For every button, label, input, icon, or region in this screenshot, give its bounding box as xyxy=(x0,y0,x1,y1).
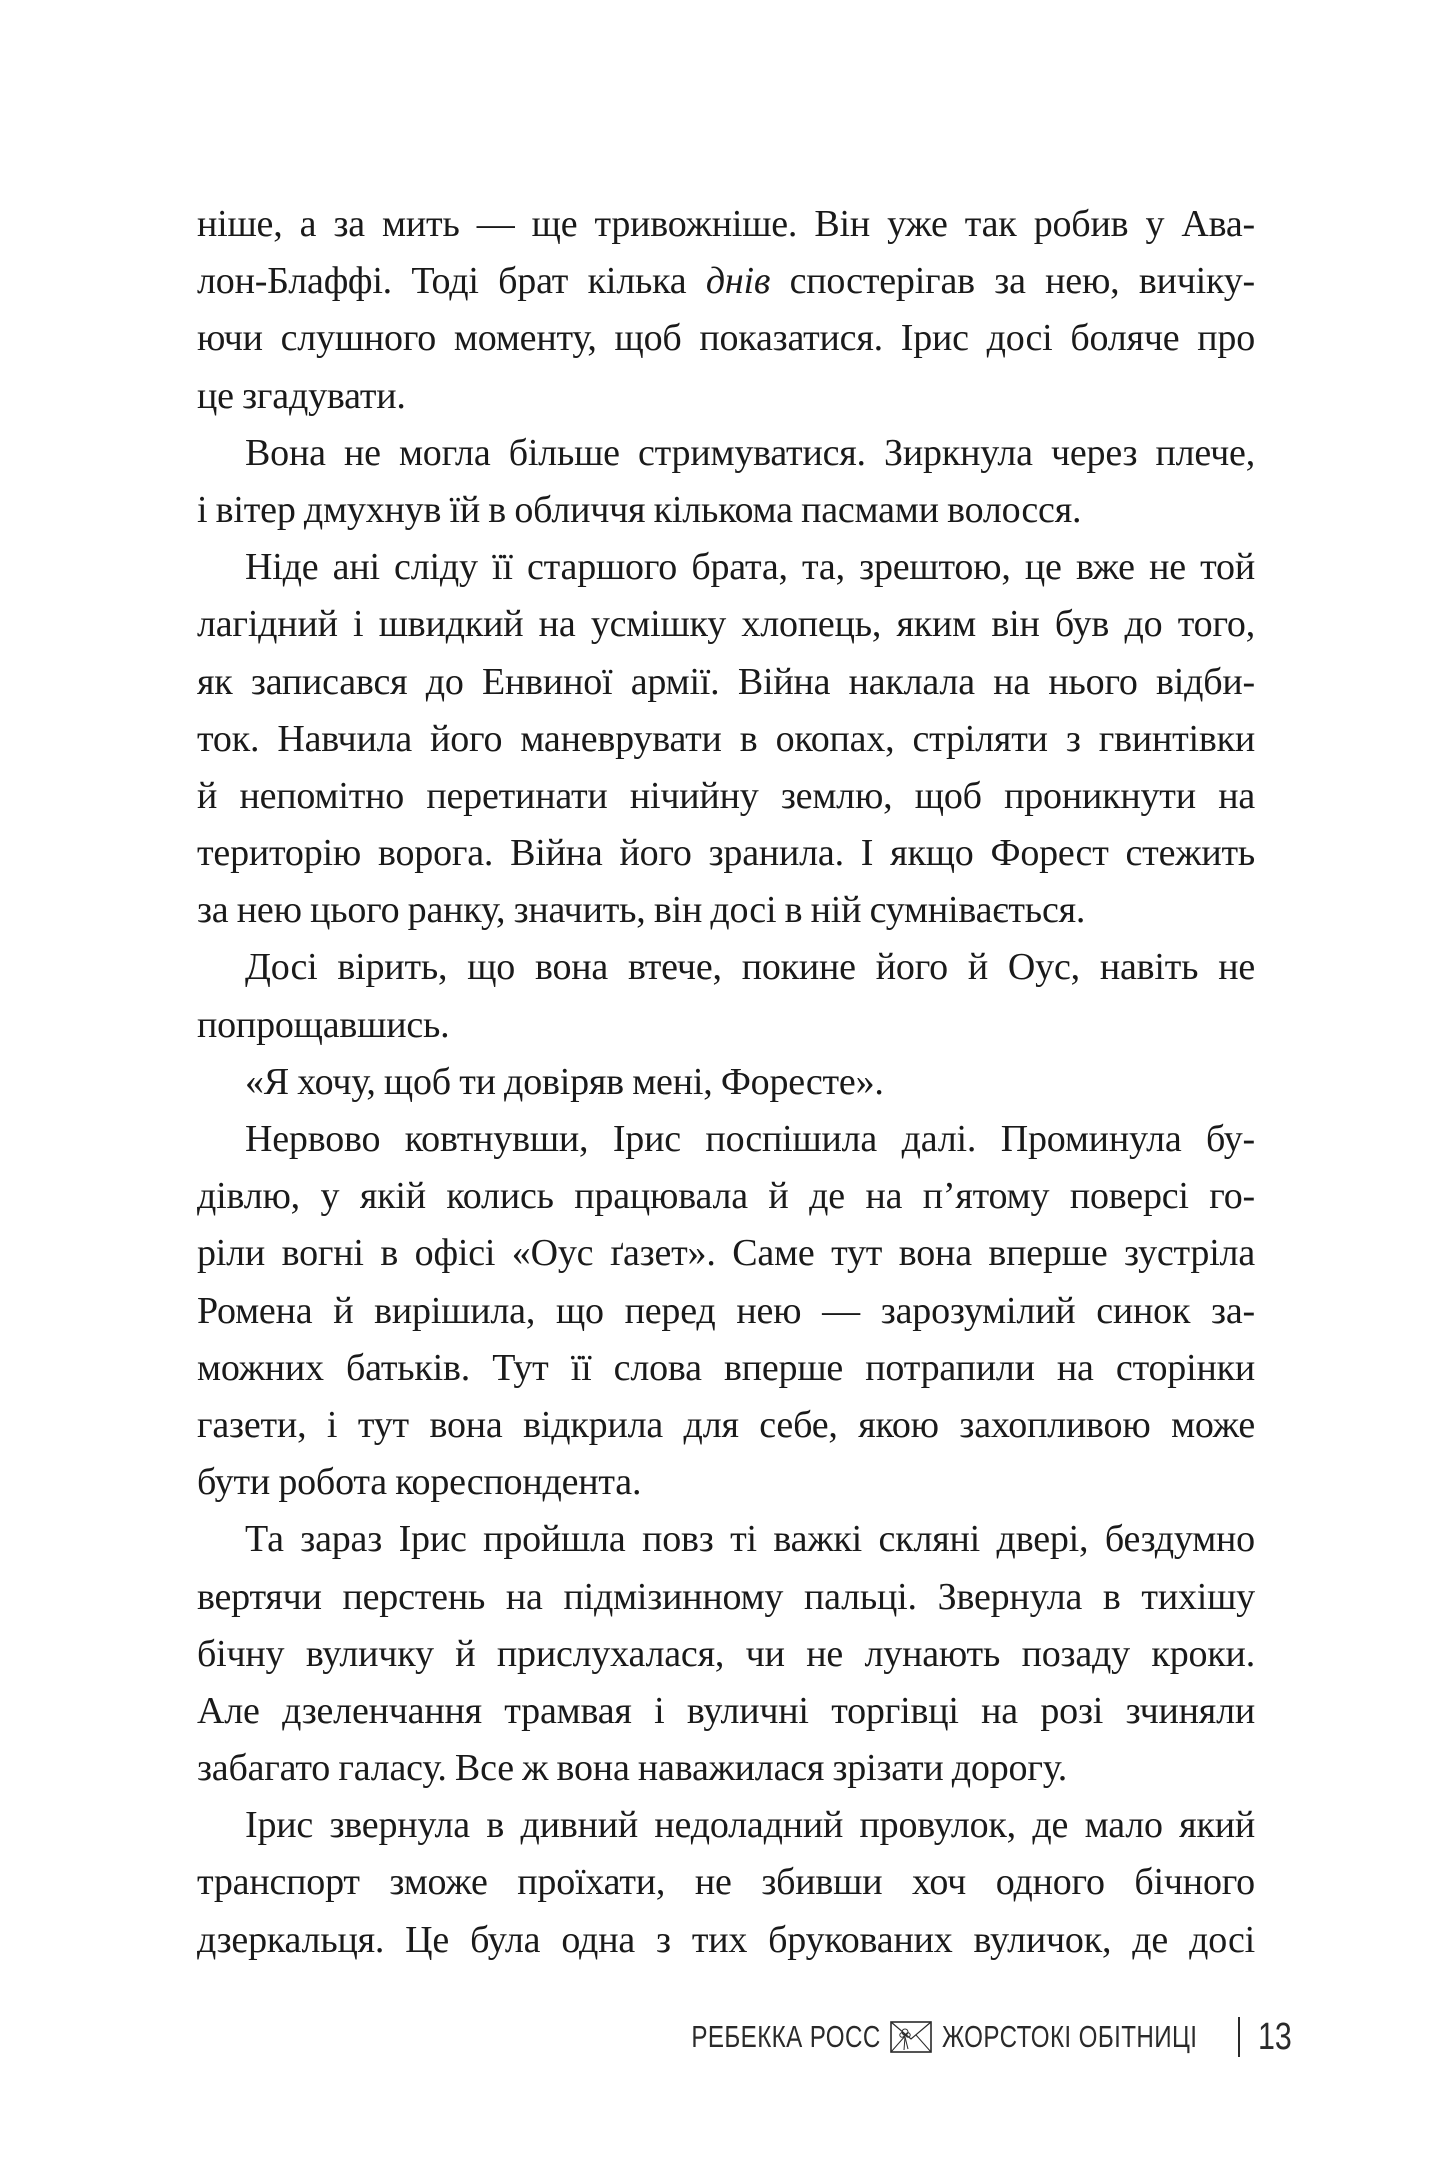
text-line: Нервово ковтнувши, Ірис поспішила далі. Проминула бу- xyxy=(245,1118,1255,1160)
running-title: ЖОРСТОКІ ОБІТНИЦІ xyxy=(942,2019,1198,2054)
text-line: можних батьків. Тут її слова вперше потрапили на сторінки xyxy=(197,1346,1255,1389)
text-line: газети, і тут вона відкрила для себе, якою захопливою може xyxy=(197,1403,1255,1446)
text-line: за нею цього ранку, значить, він досі в ній сумнівається. xyxy=(197,889,1086,932)
text-line: і вітер дмухнув їй в обличчя кількома пасмами волосся. xyxy=(197,488,1082,531)
text-line: Та зараз Ірис пройшла повз ті важкі скляні двері, бездумно xyxy=(245,1518,1255,1561)
text-line: «Я хочу, щоб ти довіряв мені, Форесте». xyxy=(245,1060,884,1103)
text-line: Але дзеленчання трамвая і вуличні торгівці на розі зчиняли xyxy=(197,1689,1255,1732)
text-line: Вона не могла більше стримуватися. Зиркнула через плече, xyxy=(245,431,1255,474)
text-line: це згадувати. xyxy=(197,374,406,417)
footer-divider xyxy=(1238,2017,1240,2057)
page-number: 13 xyxy=(1257,2015,1292,2058)
text-line: ток. Навчила його маневрувати в окопах, стріляти з гвинтівки xyxy=(197,717,1255,760)
text-line: й непомітно перетинати нічийну землю, щоб проникнути на xyxy=(197,774,1255,817)
text-line: Ромена й вирішила, що перед нею — зарозумілий синок за- xyxy=(197,1289,1255,1332)
text-line: ючи слушного моменту, щоб показатися. Ірис досі боляче про xyxy=(197,317,1255,360)
text-line: дзеркальця. Це була одна з тих брукованих вуличок, де досі xyxy=(197,1918,1255,1961)
text-line: ніше, а за мить — ще тривожніше. Він уже так робив у Ава- xyxy=(197,203,1255,245)
italic-emphasis: днів xyxy=(705,260,771,303)
text-line: транспорт зможе проїхати, не збивши хоч одного бічного xyxy=(197,1861,1255,1904)
text-line: Ірис звернула в дивний недоладний провулок, де мало який xyxy=(245,1804,1255,1847)
text-segment: лон-Блаффі. Тоді брат кілька xyxy=(197,260,706,303)
text-line: дівлю, у якій колись працювала й де на п’ятому поверсі го- xyxy=(197,1175,1255,1218)
text-line: попрощавшись. xyxy=(197,1003,450,1046)
envelope-icon xyxy=(890,2021,932,2053)
text-line: бути робота кореспондента. xyxy=(197,1461,642,1504)
text-line: бічну вуличку й прислухалася, чи не лунають позаду кроки. xyxy=(197,1632,1255,1675)
text-line: ріли вогні в офісі «Оус ґазет». Саме тут вона вперше зустріла xyxy=(197,1232,1255,1275)
text-segment: спостерігав за нею, вичіку- xyxy=(770,260,1255,303)
text-line xyxy=(197,253,1255,310)
text-line: Досі вірить, що вона втече, покине його й Оус, навіть не xyxy=(245,946,1255,989)
text-line: вертячи перстень на підмізинному пальці. Звернула в тихішу xyxy=(197,1575,1255,1618)
text-line: територію ворога. Війна його зранила. І якщо Форест стежить xyxy=(197,832,1255,875)
text-line: лагідний і швидкий на усмішку хлопець, яким він був до того, xyxy=(197,603,1255,646)
text-line: Ніде ані сліду її старшого брата, та, зрештою, це вже не той xyxy=(245,546,1255,589)
text-line: забагато галасу. Все ж вона наважилася зрізати дорогу. xyxy=(197,1747,1068,1790)
text-line: як записався до Енвиної армії. Війна наклала на нього відби- xyxy=(197,660,1255,703)
running-footer xyxy=(0,2012,1300,2062)
running-author: РЕБЕККА РОСС xyxy=(691,2019,881,2054)
book-page-body xyxy=(197,196,1255,1969)
